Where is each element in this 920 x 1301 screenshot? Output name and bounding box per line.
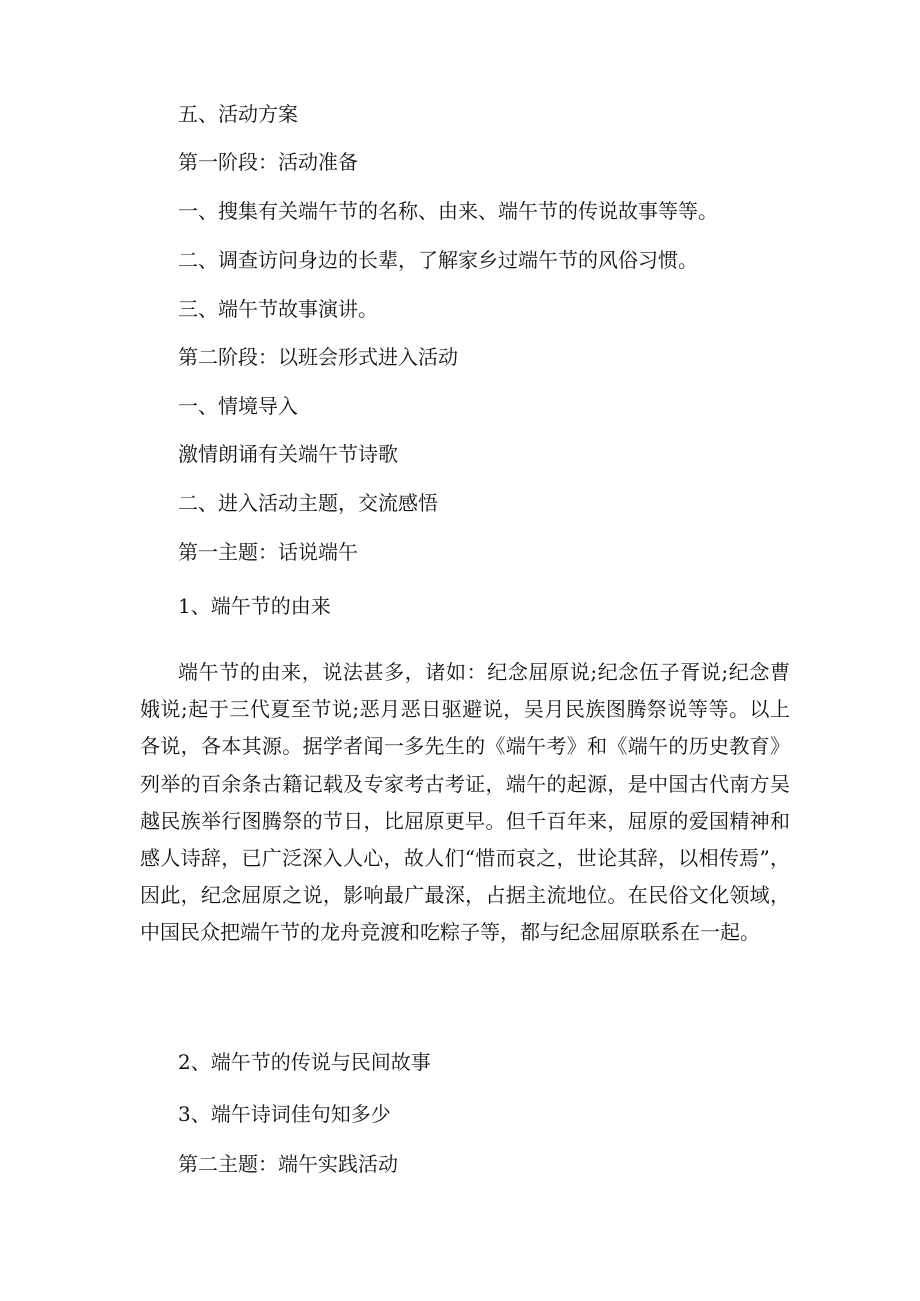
subheading-origin: 1、端午节的由来 xyxy=(178,594,331,618)
body-paragraph-origin: 端午节的由来，说法甚多，诸如：纪念屈原说;纪念伍子胥说;纪念曹娥说;起于三代夏至节说;恶月恶日驱避说，吴月民族图腾祭说等等。以上各说，各本其源。据学者闻一多先生的《端午考》和《端午的历史教育》列举的百余条古籍记载及专家考古考证，端午的起源，是中国古代南方吴越民族举行图腾祭的节日，比屈原更早。但千百年来，屈原的爱国精神和感人诗辞，已广泛深入人心，故人们“惜而哀之，世论其辞，以相传焉”，因此，纪念屈原之说，影响最广最深，占据主流地位。在民俗文化领域，中国民众把端午节的龙舟竞渡和吃粽子等，都与纪念屈原联系在一起。 xyxy=(140,660,790,945)
heading-stage-two: 第二阶段：以班会形式进入活动 xyxy=(178,345,458,369)
list-item-situation: 一、情境导入 xyxy=(178,394,298,418)
list-item-enter-theme: 二、进入活动主题，交流感悟 xyxy=(178,491,438,515)
list-item-interview: 二、调查访问身边的长辈，了解家乡过端午节的风俗习惯。 xyxy=(178,248,698,272)
text-recite-poems: 激情朗诵有关端午节诗歌 xyxy=(178,442,398,466)
subheading-legends: 2、端午节的传说与民间故事 xyxy=(178,1050,431,1074)
heading-activity-plan: 五、活动方案 xyxy=(178,102,298,126)
heading-theme-one: 第一主题：话说端午 xyxy=(178,540,358,564)
heading-theme-two: 第二主题：端午实践活动 xyxy=(178,1152,398,1176)
subheading-poems: 3、端午诗词佳句知多少 xyxy=(178,1102,391,1126)
list-item-speech: 三、端午节故事演讲。 xyxy=(178,297,378,321)
list-item-collect: 一、搜集有关端午节的名称、由来、端午节的传说故事等等。 xyxy=(178,199,718,223)
heading-stage-one: 第一阶段：活动准备 xyxy=(178,150,358,174)
